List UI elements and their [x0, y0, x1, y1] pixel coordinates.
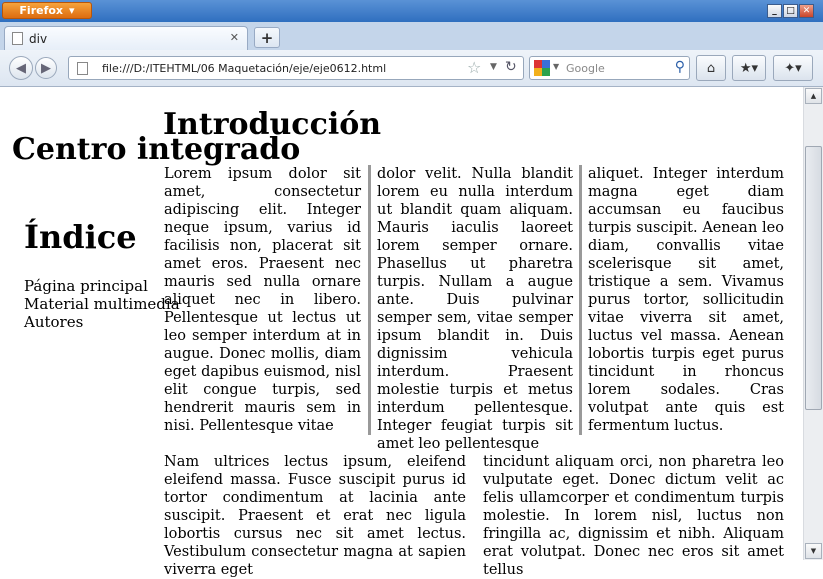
- maximize-button[interactable]: □: [783, 4, 798, 18]
- column-divider: [579, 165, 582, 435]
- page-icon: [12, 32, 23, 45]
- tab-strip: [0, 22, 823, 51]
- scroll-down-icon[interactable]: ▼: [805, 543, 822, 559]
- paragraph: aliquet. Integer interdum magna eget diam accumsan eu faucibus turpis suscipit. Aenean leo diam, convallis vitae scelerisque sit amet, tristique a sem. Vivamus purus tortor, sollicitudin vitae viverra sit amet, luctus vel massa. Aenean lobortis turpis eget purus tincidunt in rhoncus lorem sodales. Cras volutpat ante quis est fermentum luctus.: [588, 166, 784, 434]
- paragraph: dolor velit. Nulla blandit lorem eu nulla interdum ut blandit quam aliquam. Mauris iaculis laoreet lorem semper ornare. Phasellus ut pharetra turpis. Nullam a augue ante. Duis pulvinar semper sem, vitae semper ipsum blandit in. Duis dignissim vehicula interdum. Praesent molestie turpis et metus interdum pellentesque. Integer feugiat turpis sit amet leo pellentesque: [377, 166, 573, 452]
- text-column-2: [377, 165, 573, 453]
- window-titlebar: [0, 0, 823, 22]
- close-window-button[interactable]: ✕: [799, 4, 814, 18]
- firefox-menu-button[interactable]: [2, 2, 92, 19]
- scrollbar-thumb[interactable]: [805, 146, 822, 410]
- forward-icon[interactable]: ▶: [35, 57, 57, 79]
- index-item-multimedia[interactable]: Material multimedia: [24, 295, 180, 313]
- back-icon[interactable]: ◀: [9, 56, 33, 80]
- new-tab-button[interactable]: +: [254, 27, 280, 48]
- search-placeholder: Google: [566, 62, 605, 75]
- firefox-menu-label: Firefox: [19, 4, 64, 17]
- text-column-1: [164, 165, 361, 435]
- tab-div[interactable]: [4, 26, 248, 51]
- addon-icon[interactable]: ✦▾: [773, 55, 813, 81]
- paragraph: Lorem ipsum dolor sit amet, consectetur adipiscing elit. Integer neque ipsum, varius id facilisis non, placerat sit amet eros. Praesent nec mauris sed nulla ornare aliquet nec in libero. Pellentesque ut lectus ut leo semper interdum at in augue. Donec mollis, diam eget dapibus euismod, nisl elit congue turpis, sed hendrerit mauris sem in nisi. Pellentesque vitae: [164, 166, 361, 434]
- intro-title: Introducción: [163, 107, 382, 142]
- vertical-scrollbar[interactable]: [803, 87, 823, 560]
- url-bar[interactable]: [68, 56, 524, 80]
- search-bar[interactable]: [529, 56, 690, 80]
- home-icon[interactable]: ⌂: [696, 55, 726, 81]
- chevron-down-icon: ▾: [69, 4, 75, 17]
- text-column-3: [588, 165, 784, 435]
- text-column-5: [483, 453, 784, 579]
- index-item-authors[interactable]: Autores: [24, 313, 84, 331]
- bookmark-star-icon[interactable]: ☆: [467, 58, 482, 77]
- scroll-up-icon[interactable]: ▲: [805, 88, 822, 104]
- paragraph: Nam ultrices lectus ipsum, eleifend eleifend massa. Fusce suscipit purus id tortor condimentum at lacinia ante suscipit. Praesent et erat nec ligula lobortis cursus nec sit amet lectus. Vestibulum consectetur magna at sapien viverra eget: [164, 454, 466, 578]
- engine-dropdown-icon[interactable]: ▼: [553, 62, 560, 71]
- index-list: [24, 277, 180, 331]
- google-icon[interactable]: [534, 60, 550, 76]
- index-title: Índice: [24, 218, 137, 256]
- bookmarks-icon[interactable]: ★▾: [732, 55, 766, 81]
- navigation-toolbar: [0, 50, 823, 87]
- minimize-button[interactable]: _: [767, 4, 782, 18]
- site-title: Centro integrado: [12, 132, 301, 167]
- history-dropdown-icon[interactable]: ▼: [490, 62, 497, 72]
- text-column-4: [164, 453, 466, 579]
- tab-title: div: [29, 32, 48, 46]
- index-item-home[interactable]: Página principal: [24, 277, 148, 295]
- search-icon[interactable]: ⚲: [674, 59, 685, 75]
- url-text: file:///D:/ITEHTML/06 Maquetación/eje/eje0612.html: [102, 62, 387, 75]
- column-divider: [368, 165, 371, 435]
- close-tab-icon[interactable]: ✕: [229, 31, 239, 44]
- paragraph: tincidunt aliquam orci, non pharetra leo vulputate eget. Donec dictum velit ac felis ullamcorper et condimentum turpis molestie. In lorem nisl, luctus non fringilla ac, dignissim et nibh. Aliquam erat volutpat. Donec nec eros sit amet tellus: [483, 454, 784, 578]
- page-viewport: [0, 87, 803, 578]
- reload-icon[interactable]: ↻: [505, 59, 517, 75]
- page-icon: [77, 62, 88, 75]
